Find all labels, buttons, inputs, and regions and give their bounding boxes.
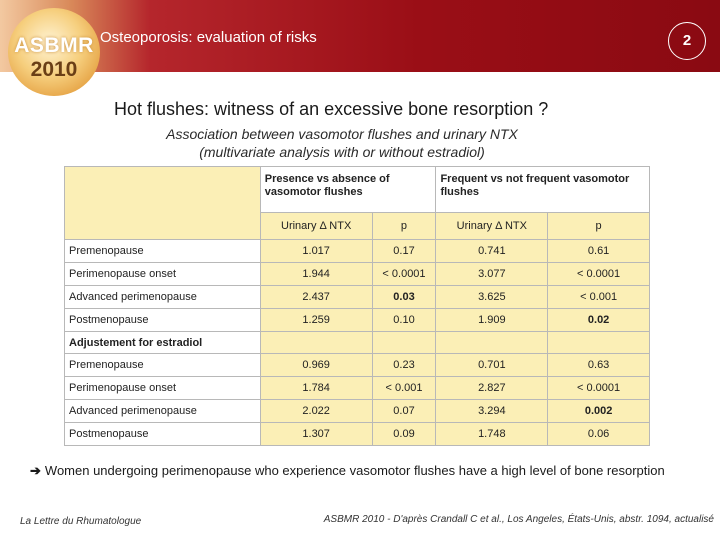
ntx-value: 1.307 [260,423,372,446]
p-value: 0.10 [372,309,436,332]
p-value: 0.03 [372,286,436,309]
row-label: Perimenopause onset [65,377,261,400]
slide-title: Hot flushes: witness of an excessive bone resorption ? [114,99,549,119]
p-value: 0.23 [372,354,436,377]
p-value: < 0.0001 [548,263,650,286]
ntx-value: 0.701 [436,354,548,377]
page-number: 2 [668,22,706,60]
p-value: 0.07 [372,400,436,423]
empty-cell [548,332,650,354]
p-value: 0.002 [548,400,650,423]
ntx-value: 3.625 [436,286,548,309]
subtitle-line-1: Association between vasomotor flushes and urinary NTX [166,126,518,142]
ntx-value: 2.437 [260,286,372,309]
row-label: Advanced perimenopause [65,286,261,309]
ntx-value: 0.969 [260,354,372,377]
p-value: < 0.0001 [372,263,436,286]
p-value: 0.17 [372,240,436,263]
section-row [65,332,650,354]
results-table [64,166,650,446]
p-value: 0.09 [372,423,436,446]
section-label-estradiol: Adjustement for estradiol [65,332,261,354]
subheader-ntx: Urinary Δ NTX [260,213,372,240]
row-label: Advanced perimenopause [65,400,261,423]
subheader-p: p [372,213,436,240]
subtitle-line-2: (multivariate analysis with or without estradiol) [199,144,485,160]
p-value: 0.06 [548,423,650,446]
ntx-value: 1.259 [260,309,372,332]
logo-year: 2010 [30,58,78,81]
ntx-value: 0.741 [436,240,548,263]
logo-text: ASBMR [14,34,94,57]
row-label: Postmenopause [65,309,261,332]
ntx-value: 1.909 [436,309,548,332]
ntx-value: 1.944 [260,263,372,286]
row-label: Postmenopause [65,423,261,446]
group-header-row [65,167,650,213]
header-title: Osteoporosis: evaluation of risks [100,29,317,46]
p-value: 0.02 [548,309,650,332]
table-row [65,240,650,263]
row-label: Perimenopause onset [65,263,261,286]
table-row [65,309,650,332]
table-row [65,423,650,446]
table-row [65,263,650,286]
row-label: Premenopause [65,240,261,263]
table-row [65,354,650,377]
asbmr-logo [8,8,100,96]
ntx-value: 3.294 [436,400,548,423]
ntx-value: 2.022 [260,400,372,423]
group-header-frequent: Frequent vs not frequent vasomotor flushes [436,167,650,213]
table-row [65,400,650,423]
p-value: < 0.0001 [548,377,650,400]
row-label: Premenopause [65,354,261,377]
group-header-presence: Presence vs absence of vasomotor flushes [260,167,436,213]
p-value: < 0.001 [548,286,650,309]
table-row [65,286,650,309]
footer-reference: ASBMR 2010 - D'après Crandall C et al., Los Angeles, États-Unis, abstr. 1094, actualisé [323,514,714,525]
empty-cell [372,332,436,354]
table-row [65,377,650,400]
ntx-value: 3.077 [436,263,548,286]
empty-cell [260,332,372,354]
empty-cell [436,332,548,354]
subheader-p: p [548,213,650,240]
conclusion-text: Women undergoing perimenopause who experience vasomotor flushes have a high level of bone resorption [44,463,665,478]
ntx-value: 1.748 [436,423,548,446]
footer-source-journal: La Lettre du Rhumatologue [20,516,142,527]
empty-corner-cell [65,167,261,240]
ntx-value: 1.017 [260,240,372,263]
p-value: 0.63 [548,354,650,377]
ntx-value: 2.827 [436,377,548,400]
p-value: 0.61 [548,240,650,263]
ntx-value: 1.784 [260,377,372,400]
arrow-right-icon: ➔ [30,463,41,478]
subheader-ntx: Urinary Δ NTX [436,213,548,240]
p-value: < 0.001 [372,377,436,400]
slide-subtitle [142,125,542,161]
header-banner [0,0,720,81]
conclusion [30,462,710,479]
